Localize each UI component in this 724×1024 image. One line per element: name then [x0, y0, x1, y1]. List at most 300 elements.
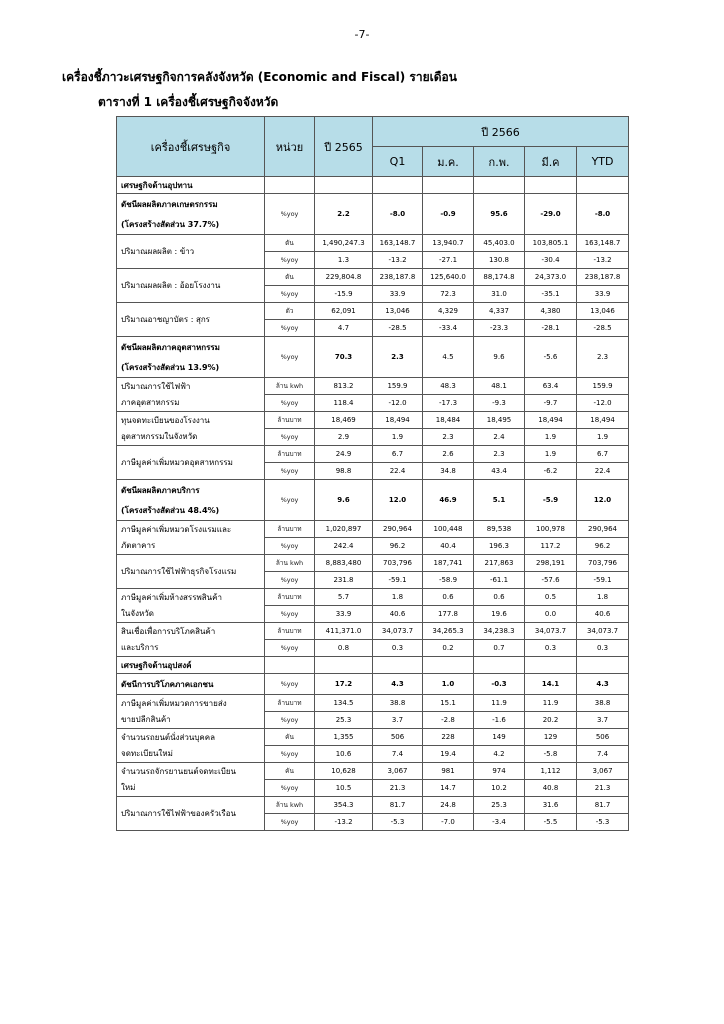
value-cell: 1.8: [373, 589, 423, 606]
value-cell: -2.8: [423, 712, 474, 729]
value-cell: 48.1: [474, 378, 525, 395]
value-cell: 33.9: [577, 286, 629, 303]
index-row: [117, 480, 629, 501]
unit-cell: %yoy: [265, 286, 315, 303]
indicator-name: ปริมาณผลผลิต : ข้าว: [117, 235, 265, 269]
unit-cell: %yoy: [265, 780, 315, 797]
value-cell: 6.7: [577, 446, 629, 463]
unit-cell: %yoy: [265, 572, 315, 589]
value-cell: 354.3: [315, 797, 373, 814]
value-cell: 2.3: [373, 337, 423, 378]
value-cell: 3,067: [373, 763, 423, 780]
value-cell: -0.9: [423, 194, 474, 235]
value-cell: 10.5: [315, 780, 373, 797]
value-cell: -12.0: [577, 395, 629, 412]
value-cell: 703,796: [577, 555, 629, 572]
value-cell: 24,373.0: [525, 269, 577, 286]
value-cell: 88,174.8: [474, 269, 525, 286]
indicator-name: สินเชื่อเพื่อการบริโภคสินค้า: [117, 623, 265, 640]
table-header: [117, 117, 629, 177]
unit-cell: ล้านบาท: [265, 695, 315, 712]
indicator-name-cont: ภัตตาคาร: [117, 538, 265, 555]
empty-cell: [577, 657, 629, 674]
value-cell: 1.3: [315, 252, 373, 269]
value-cell: 72.3: [423, 286, 474, 303]
value-cell: 31.6: [525, 797, 577, 814]
indicator-name: ปริมาณอาชญาบัตร : สุกร: [117, 303, 265, 337]
value-cell: 22.4: [373, 463, 423, 480]
value-cell: 100,448: [423, 521, 474, 538]
value-cell: 506: [373, 729, 423, 746]
unit-cell: คัน: [265, 729, 315, 746]
indicator-name: ปริมาณการใช้ไฟฟ้า: [117, 378, 265, 395]
value-cell: 6.7: [373, 446, 423, 463]
unit-cell: ล้านบาท: [265, 412, 315, 429]
unit-cell: %yoy: [265, 252, 315, 269]
value-cell: -61.1: [474, 572, 525, 589]
indicator-name-cont: ขายปลีกสินค้า: [117, 712, 265, 729]
value-cell: 19.6: [474, 606, 525, 623]
empty-cell: [315, 657, 373, 674]
value-cell: 19.4: [423, 746, 474, 763]
table-body: [117, 177, 629, 831]
value-cell: -5.5: [525, 814, 577, 831]
value-cell: 5.7: [315, 589, 373, 606]
document-title: เครื่องชี้ภาวะเศรษฐกิจการคลังจังหวัด (Economic and Fiscal) รายเดือน: [62, 70, 457, 84]
value-cell: 40.4: [423, 538, 474, 555]
value-cell: 62,091: [315, 303, 373, 320]
unit-cell: %yoy: [265, 337, 315, 378]
value-cell: 0.8: [315, 640, 373, 657]
value-cell: 43.4: [474, 463, 525, 480]
indicator-row: [117, 269, 629, 286]
value-cell: 12.0: [577, 480, 629, 521]
unit-cell: %yoy: [265, 194, 315, 235]
header-col-jan: ม.ค.: [423, 147, 474, 177]
value-cell: 38.8: [373, 695, 423, 712]
empty-cell: [373, 177, 423, 194]
indicator-name: ปริมาณผลผลิต : อ้อยโรงงาน: [117, 269, 265, 303]
value-cell: 0.7: [474, 640, 525, 657]
value-cell: 196.3: [474, 538, 525, 555]
value-cell: 14.7: [423, 780, 474, 797]
value-cell: 25.3: [315, 712, 373, 729]
indicator-row-yoy: [117, 538, 629, 555]
value-cell: 7.4: [577, 746, 629, 763]
value-cell: 1,112: [525, 763, 577, 780]
empty-cell: [423, 657, 474, 674]
indicator-row-yoy: [117, 780, 629, 797]
value-cell: -6.2: [525, 463, 577, 480]
value-cell: 2.3: [474, 446, 525, 463]
indicator-structure: (โครงสร้างสัดส่วน 13.9%): [117, 357, 265, 378]
empty-cell: [423, 177, 474, 194]
value-cell: 100,978: [525, 521, 577, 538]
value-cell: 2.3: [577, 337, 629, 378]
value-cell: 40.8: [525, 780, 577, 797]
value-cell: 12.0: [373, 480, 423, 521]
value-cell: 0.0: [525, 606, 577, 623]
indicator-row: [117, 446, 629, 463]
value-cell: 130.8: [474, 252, 525, 269]
indicator-row: [117, 729, 629, 746]
value-cell: -13.2: [373, 252, 423, 269]
value-cell: -7.0: [423, 814, 474, 831]
unit-cell: ล้านบาท: [265, 589, 315, 606]
indicator-name-cont: ในจังหวัด: [117, 606, 265, 623]
value-cell: -5.8: [525, 746, 577, 763]
value-cell: 4,380: [525, 303, 577, 320]
unit-cell: ตัน: [265, 235, 315, 252]
value-cell: -29.0: [525, 194, 577, 235]
empty-cell: [474, 657, 525, 674]
unit-cell: %yoy: [265, 674, 315, 695]
empty-cell: [265, 177, 315, 194]
indicator-row: [117, 623, 629, 640]
value-cell: 11.9: [525, 695, 577, 712]
indicator-name: จำนวนรถจักรยานยนต์จดทะเบียน: [117, 763, 265, 780]
value-cell: 4.7: [315, 320, 373, 337]
value-cell: -17.3: [423, 395, 474, 412]
value-cell: 1,490,247.3: [315, 235, 373, 252]
value-cell: 290,964: [373, 521, 423, 538]
value-cell: 63.4: [525, 378, 577, 395]
value-cell: 290,964: [577, 521, 629, 538]
value-cell: 3.7: [373, 712, 423, 729]
value-cell: -30.4: [525, 252, 577, 269]
value-cell: 0.2: [423, 640, 474, 657]
value-cell: 11.9: [474, 695, 525, 712]
value-cell: 1.9: [373, 429, 423, 446]
indicator-row-yoy: [117, 395, 629, 412]
value-cell: 981: [423, 763, 474, 780]
index-row: [117, 337, 629, 358]
value-cell: -5.3: [577, 814, 629, 831]
value-cell: 0.5: [525, 589, 577, 606]
value-cell: 18,469: [315, 412, 373, 429]
empty-cell: [315, 177, 373, 194]
empty-cell: [577, 177, 629, 194]
value-cell: 506: [577, 729, 629, 746]
value-cell: -58.9: [423, 572, 474, 589]
section-title: เศรษฐกิจด้านอุปทาน: [117, 177, 265, 194]
indicator-row: [117, 521, 629, 538]
value-cell: -3.4: [474, 814, 525, 831]
value-cell: 1.9: [525, 446, 577, 463]
unit-cell: ตัว: [265, 303, 315, 320]
header-unit: หน่วย: [265, 117, 315, 177]
indicator-row: [117, 303, 629, 320]
value-cell: 24.8: [423, 797, 474, 814]
empty-cell: [525, 657, 577, 674]
value-cell: 21.3: [373, 780, 423, 797]
indicator-structure: (โครงสร้างสัดส่วน 37.7%): [117, 214, 265, 235]
value-cell: 129: [525, 729, 577, 746]
section-title: เศรษฐกิจด้านอุปสงค์: [117, 657, 265, 674]
value-cell: 1,020,897: [315, 521, 373, 538]
value-cell: -59.1: [373, 572, 423, 589]
value-cell: -28.5: [577, 320, 629, 337]
value-cell: 159.9: [577, 378, 629, 395]
value-cell: 298,191: [525, 555, 577, 572]
header-col-mar: มี.ค: [525, 147, 577, 177]
value-cell: 177.8: [423, 606, 474, 623]
indicator-name: ดัชนีผลผลิตภาคเกษตรกรรม: [117, 194, 265, 215]
indicator-name-cont: ใหม่: [117, 780, 265, 797]
indicator-row: [117, 797, 629, 814]
value-cell: 34,073.7: [525, 623, 577, 640]
value-cell: 3.7: [577, 712, 629, 729]
indicator-row-yoy: [117, 606, 629, 623]
value-cell: -5.3: [373, 814, 423, 831]
value-cell: 33.9: [373, 286, 423, 303]
value-cell: 89,538: [474, 521, 525, 538]
value-cell: 13,940.7: [423, 235, 474, 252]
value-cell: 242.4: [315, 538, 373, 555]
indicators-table: [116, 116, 629, 831]
header-col-ytd: YTD: [577, 147, 629, 177]
value-cell: 34,073.7: [373, 623, 423, 640]
empty-cell: [525, 177, 577, 194]
value-cell: 9.6: [474, 337, 525, 378]
indicator-name: ดัชนีผลผลิตภาคอุตสาหกรรม: [117, 337, 265, 358]
value-cell: 217,863: [474, 555, 525, 572]
indicator-row-yoy: [117, 640, 629, 657]
unit-cell: %yoy: [265, 395, 315, 412]
value-cell: 10,628: [315, 763, 373, 780]
value-cell: 18,494: [373, 412, 423, 429]
value-cell: 18,495: [474, 412, 525, 429]
value-cell: 0.3: [373, 640, 423, 657]
value-cell: 238,187.8: [373, 269, 423, 286]
section-row: [117, 177, 629, 194]
value-cell: 33.9: [315, 606, 373, 623]
value-cell: 17.2: [315, 674, 373, 695]
header-col-q1: Q1: [373, 147, 423, 177]
value-cell: 4.5: [423, 337, 474, 378]
value-cell: 2.6: [423, 446, 474, 463]
value-cell: -12.0: [373, 395, 423, 412]
unit-cell: คัน: [265, 763, 315, 780]
unit-cell: %yoy: [265, 429, 315, 446]
page-number: -7-: [354, 28, 370, 41]
value-cell: 7.4: [373, 746, 423, 763]
value-cell: 34,073.7: [577, 623, 629, 640]
indicator-row-yoy: [117, 746, 629, 763]
value-cell: 34,238.3: [474, 623, 525, 640]
value-cell: 1,355: [315, 729, 373, 746]
value-cell: -15.9: [315, 286, 373, 303]
value-cell: -13.2: [577, 252, 629, 269]
value-cell: 0.6: [474, 589, 525, 606]
value-cell: 411,371.0: [315, 623, 373, 640]
value-cell: 10.6: [315, 746, 373, 763]
value-cell: 81.7: [373, 797, 423, 814]
index-row: [117, 194, 629, 215]
value-cell: -59.1: [577, 572, 629, 589]
unit-cell: %yoy: [265, 463, 315, 480]
value-cell: 25.3: [474, 797, 525, 814]
value-cell: 103,805.1: [525, 235, 577, 252]
value-cell: 3,067: [577, 763, 629, 780]
value-cell: 4.3: [373, 674, 423, 695]
empty-cell: [474, 177, 525, 194]
unit-cell: ตัน: [265, 269, 315, 286]
value-cell: 13,046: [373, 303, 423, 320]
unit-cell: %yoy: [265, 606, 315, 623]
value-cell: 134.5: [315, 695, 373, 712]
value-cell: 31.0: [474, 286, 525, 303]
indicator-row-yoy: [117, 429, 629, 446]
indicator-row: [117, 378, 629, 395]
unit-cell: ล้านบาท: [265, 623, 315, 640]
indicator-name: ภาษีมูลค่าเพิ่มหมวดการขายส่ง: [117, 695, 265, 712]
value-cell: -9.7: [525, 395, 577, 412]
indicator-name: ภาษีมูลค่าเพิ่มหมวดอุตสาหกรรม: [117, 446, 265, 480]
value-cell: 70.3: [315, 337, 373, 378]
value-cell: 48.3: [423, 378, 474, 395]
value-cell: 40.6: [373, 606, 423, 623]
value-cell: 34,265.3: [423, 623, 474, 640]
value-cell: 18,494: [525, 412, 577, 429]
value-cell: 228: [423, 729, 474, 746]
table-caption: ตารางที่ 1 เครื่องชี้เศรษฐกิจจังหวัด: [98, 95, 279, 109]
unit-cell: %yoy: [265, 712, 315, 729]
value-cell: 5.1: [474, 480, 525, 521]
value-cell: -1.6: [474, 712, 525, 729]
indicator-structure: (โครงสร้างสัดส่วน 48.4%): [117, 500, 265, 521]
unit-cell: ล้านบาท: [265, 446, 315, 463]
value-cell: 238,187.8: [577, 269, 629, 286]
value-cell: 46.9: [423, 480, 474, 521]
unit-cell: ล้าน kwh: [265, 555, 315, 572]
empty-cell: [373, 657, 423, 674]
value-cell: -28.1: [525, 320, 577, 337]
value-cell: 813.2: [315, 378, 373, 395]
value-cell: 4,329: [423, 303, 474, 320]
value-cell: 95.6: [474, 194, 525, 235]
value-cell: 149: [474, 729, 525, 746]
unit-cell: %yoy: [265, 480, 315, 521]
value-cell: 24.9: [315, 446, 373, 463]
unit-cell: ล้าน kwh: [265, 797, 315, 814]
indicator-row: [117, 235, 629, 252]
indicator-row: [117, 589, 629, 606]
unit-cell: ล้านบาท: [265, 521, 315, 538]
value-cell: 98.8: [315, 463, 373, 480]
value-cell: 2.9: [315, 429, 373, 446]
value-cell: 2.4: [474, 429, 525, 446]
value-cell: 117.2: [525, 538, 577, 555]
indicator-row-yoy: [117, 712, 629, 729]
value-cell: 22.4: [577, 463, 629, 480]
indicator-name: ปริมาณการใช้ไฟฟ้าธุรกิจโรงแรม: [117, 555, 265, 589]
value-cell: 2.2: [315, 194, 373, 235]
indicator-row: [117, 695, 629, 712]
value-cell: -23.3: [474, 320, 525, 337]
value-cell: -35.1: [525, 286, 577, 303]
value-cell: 96.2: [577, 538, 629, 555]
value-cell: 1.9: [525, 429, 577, 446]
value-cell: -28.5: [373, 320, 423, 337]
value-cell: 15.1: [423, 695, 474, 712]
unit-cell: %yoy: [265, 320, 315, 337]
index-row: [117, 674, 629, 695]
indicator-row: [117, 412, 629, 429]
indicator-name-cont: อุตสาหกรรมในจังหวัด: [117, 429, 265, 446]
value-cell: 0.3: [577, 640, 629, 657]
unit-cell: ล้าน kwh: [265, 378, 315, 395]
value-cell: 1.9: [577, 429, 629, 446]
value-cell: 0.6: [423, 589, 474, 606]
value-cell: -57.6: [525, 572, 577, 589]
unit-cell: %yoy: [265, 538, 315, 555]
section-row: [117, 657, 629, 674]
value-cell: 1.8: [577, 589, 629, 606]
value-cell: 20.2: [525, 712, 577, 729]
indicator-name: ดัชนีการบริโภคภาคเอกชน: [117, 674, 265, 695]
value-cell: 4.2: [474, 746, 525, 763]
value-cell: 163,148.7: [577, 235, 629, 252]
indicator-name: ดัชนีผลผลิตภาคบริการ: [117, 480, 265, 501]
unit-cell: %yoy: [265, 640, 315, 657]
value-cell: 18,484: [423, 412, 474, 429]
indicator-name: ทุนจดทะเบียนของโรงงาน: [117, 412, 265, 429]
value-cell: -33.4: [423, 320, 474, 337]
header-year-2566: ปี 2566: [373, 117, 629, 147]
value-cell: 21.3: [577, 780, 629, 797]
value-cell: 187,741: [423, 555, 474, 572]
indicator-name: จำนวนรถยนต์นั่งส่วนบุคคล: [117, 729, 265, 746]
value-cell: -13.2: [315, 814, 373, 831]
value-cell: 0.3: [525, 640, 577, 657]
indicator-row: [117, 555, 629, 572]
value-cell: 81.7: [577, 797, 629, 814]
value-cell: 125,640.0: [423, 269, 474, 286]
indicator-name-cont: จดทะเบียนใหม่: [117, 746, 265, 763]
value-cell: 9.6: [315, 480, 373, 521]
value-cell: 40.6: [577, 606, 629, 623]
indicator-name-cont: ภาคอุตสาหกรรม: [117, 395, 265, 412]
value-cell: 45,403.0: [474, 235, 525, 252]
value-cell: 10.2: [474, 780, 525, 797]
value-cell: 18,494: [577, 412, 629, 429]
value-cell: -8.0: [577, 194, 629, 235]
header-year-2565: ปี 2565: [315, 117, 373, 177]
value-cell: 118.4: [315, 395, 373, 412]
header-col-feb: ก.พ.: [474, 147, 525, 177]
indicator-row: [117, 763, 629, 780]
value-cell: 974: [474, 763, 525, 780]
value-cell: 229,804.8: [315, 269, 373, 286]
value-cell: 4,337: [474, 303, 525, 320]
indicator-name: ภาษีมูลค่าเพิ่มห้างสรรพสินค้า: [117, 589, 265, 606]
value-cell: -5.9: [525, 480, 577, 521]
value-cell: -0.3: [474, 674, 525, 695]
value-cell: 163,148.7: [373, 235, 423, 252]
value-cell: -9.3: [474, 395, 525, 412]
unit-cell: %yoy: [265, 746, 315, 763]
value-cell: 14.1: [525, 674, 577, 695]
value-cell: -8.0: [373, 194, 423, 235]
value-cell: 231.8: [315, 572, 373, 589]
value-cell: 703,796: [373, 555, 423, 572]
value-cell: 2.3: [423, 429, 474, 446]
value-cell: -27.1: [423, 252, 474, 269]
empty-cell: [265, 657, 315, 674]
indicator-name-cont: และบริการ: [117, 640, 265, 657]
indicator-name: ปริมาณการใช้ไฟฟ้าของครัวเรือน: [117, 797, 265, 831]
